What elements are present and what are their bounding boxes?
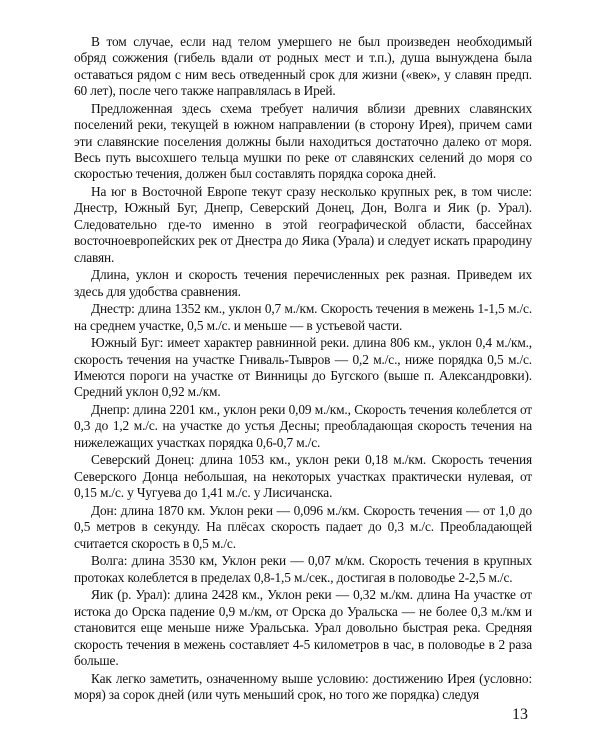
paragraph-southern-bug: Южный Буг: имеет характер равнинной реки. длина 806 км., уклон 0,4 м./км., скорость течения на участке Гниваль-Тывров — 0,2 м./с., ниже порядка 0,5 м./с. Имеются пороги на участке от Винницы до Бугского (выше п. Александровки). Средний уклон 0,92 м./км.	[74, 335, 532, 400]
page-number: 13	[512, 706, 528, 723]
body-text	[74, 34, 532, 705]
paragraph-dniester: Днестр: длина 1352 км., уклон 0,7 м./км. Скорость течения в межень 1-1,5 м./с. на среднем участке, 0,5 м./с. и меньше — в устьевой части.	[74, 301, 532, 333]
paragraph-proposed-scheme: Предложенная здесь схема требует наличия вблизи древних славянских поселений реки, текущей в южном направлении (в сторону Ирея), причем сами эти славянские поселения должны были находиться достаточно далеко от моря. Весь путь высохшего тельца мушки по реке от славянских селений до моря со скоростью течения, должен был составлять порядка сорока дней.	[74, 100, 532, 182]
paragraph-don: Дон: длина 1870 км. Уклон реки — 0,096 м./км. Скорость течения — от 1,0 до 0,5 метров в секунду. На плёсах скорость падает до 0,3 м./с. Преобладающей считается скорость в 0,5 м./с.	[74, 502, 532, 551]
paragraph-southern-rivers: На юг в Восточной Европе текут сразу несколько крупных рек, в том числе: Днестр, Южный Буг, Днепр, Северский Донец, Дон, Волга и Яик (р. Урал). Следовательно где-то именно в этой географической области, бассейнах восточноевропейских рек от Днестра до Яика (Урала) и следует искать прародину славян.	[74, 184, 532, 265]
paragraph-yaik-ural: Яик (р. Урал): длина 2428 км., Уклон реки — 0,32 м./км. длина На участке от истока до Орска падение 0,9 м./км, от Орска до Уральска — не более 0,3 м./км и становится еще меньше ниже Уральська. Урал довольно быстрая река. Средняя скорость течения в межень составляет 4-5 километров в час, в половодье в 2 раза больше.	[74, 587, 532, 668]
paragraph-volga: Волга: длина 3530 км, Уклон реки — 0,07 м/км. Скорость течения в крупных протоках колеблется в пределах 0,8-1,5 м./сек., достигая в половодье 2-2,5 м./с.	[74, 553, 532, 585]
paragraph-conclusion: Как легко заметить, означенному выше условию: достижению Ирея (условно: моря) за сорок дней (или чуть меньший срок, но того же порядка) следуя	[74, 670, 532, 702]
paragraph-dnieper: Днепр: длина 2201 км., уклон реки 0,09 м./км., Скорость течения колеблется от 0,3 до 1,2 м./с. на участке до устья Десны; преобладающая скорость течения на нижележащих участках порядка 0,6-0,7 м./с.	[74, 402, 532, 450]
paragraph-seversky-donets: Северский Донец: длина 1053 км., уклон реки 0,18 м./км. Скорость течения Северского Донца небольшая, на некоторых участках практически нулевая, от 0,15 м./с. у Чугуева до 1,41 м./с. у Лисичанска.	[74, 452, 532, 501]
paragraph-burial-rite: В том случае, если над телом умершего не был произведен необходимый обряд сожжения (гибель вдали от родных мест и т.п.), душа вынуждена была оставаться рядом с ним весь отведенный срок для жизни («век», у славян предп. 60 лет), после чего также направлялась в Ирей.	[74, 34, 532, 99]
paragraph-comparison-intro: Длина, уклон и скорость течения перечисленных рек разная. Приведем их здесь для удобства сравнения.	[74, 267, 532, 299]
